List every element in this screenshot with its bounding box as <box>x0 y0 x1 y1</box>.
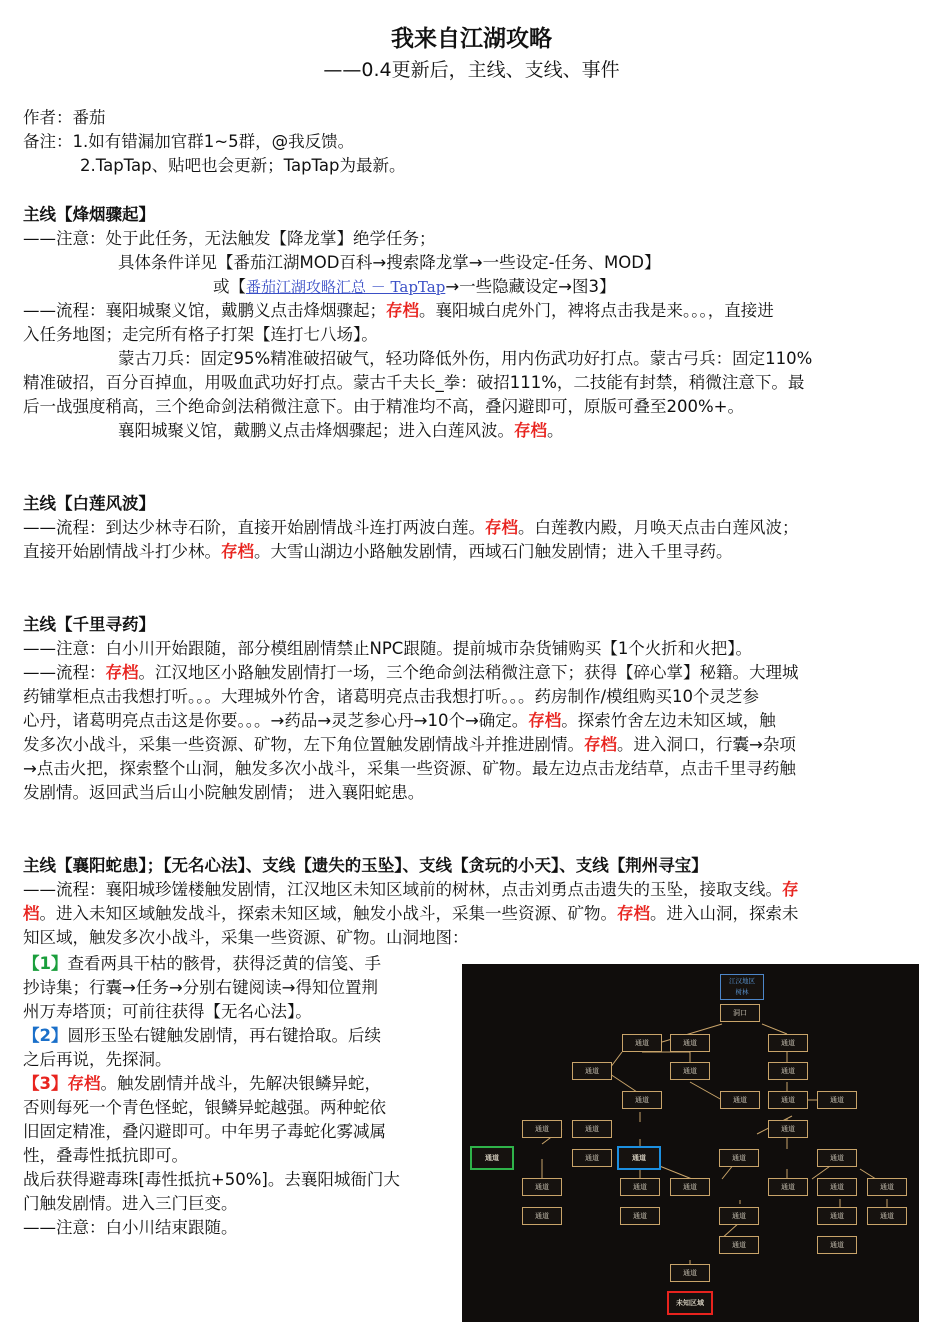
map-node: 通道 <box>719 1207 759 1225</box>
map-node: 通道 <box>719 1149 759 1167</box>
doc-title: 我来自江湖攻略 <box>391 26 552 52</box>
map-node: 通道 <box>817 1236 857 1254</box>
flow-line: →点击火把，探索整个山洞，触发多次小战斗，采集一些资源、矿物。最左边点击龙结草，点击千里寻药触 <box>23 759 796 778</box>
map-node: 通道 <box>867 1207 907 1225</box>
flow-text: ——流程：到达少林寺石阶，直接开始剧情战斗连打两波白莲。 <box>23 518 485 537</box>
flow-text: 。进入洞口，行囊→杂项 <box>617 735 796 754</box>
cave-text-line: 旧固定精准，叠闪避即可。中年男子毒蛇化雾减属 <box>23 1122 386 1141</box>
save-marker: 存档 <box>105 663 139 682</box>
section-heading: 主线【烽烟骤起】 <box>23 205 155 224</box>
cave-text: 查看两具干枯的骸骨，获得泛黄的信笺、手 <box>67 954 381 973</box>
save-marker: 存档 <box>617 904 650 923</box>
save-marker: 档 <box>23 904 40 923</box>
save-marker: 存档 <box>584 735 617 754</box>
cave-text-line: 州万寿塔顶；可前往获得【无名心法】。 <box>23 1002 312 1021</box>
flow-line <box>23 516 918 540</box>
author-line: 作者：番茄 <box>23 108 106 127</box>
paragraph-line: 蒙古刀兵：固定95%精准破招破气，轻功降低外伤，用内伤武功好打点。蒙古弓兵：固定110% <box>118 349 813 368</box>
save-marker: 存档 <box>514 421 547 440</box>
section-heading: 主线【白莲风波】 <box>23 494 155 513</box>
note-line-1 <box>23 130 918 154</box>
flow-line: 入任务地图；走完所有格子打架【连打七八场】。 <box>23 325 378 344</box>
flow-line: 药铺掌柜点击我想打听。。。大理城外竹舍，诸葛明亮点击我想打听。。。药房制作/模组购买10个灵芝参 <box>23 687 760 706</box>
flow-text: 直接开始剧情战斗打少林。 <box>23 542 221 561</box>
note-line: ——注意：处于此任务，无法触发【降龙掌】绝学任务； <box>23 229 436 248</box>
doc-subtitle: ——0.4更新后，主线、支线、事件 <box>323 59 620 81</box>
map-node: 通道 <box>572 1120 612 1138</box>
flow-text: ——流程：襄阳城聚义馆，戴鹏义点击烽烟骤起； <box>23 301 386 320</box>
flow-line <box>23 419 918 443</box>
map-node: 通道 <box>522 1178 562 1196</box>
map-node: 通道 <box>670 1062 710 1080</box>
paragraph-line: 后一战强度稍高，三个绝命剑法稍微注意下。由于精准均不高，叠闪避即可，原版可叠至200%+。 <box>23 397 744 416</box>
section-shehuan <box>23 854 918 950</box>
section-heading: 主线【千里寻药】 <box>23 615 155 634</box>
flow-line <box>23 661 918 685</box>
map-node: 通道 <box>817 1149 857 1167</box>
map-node-marker-2: 通道 <box>617 1146 661 1170</box>
map-node-unknown: 未知区域 <box>667 1291 713 1315</box>
flow-text: 。江汉地区小路触发剧情打一场，三个绝命剑法稍微注意下；获得【碎心掌】秘籍。大理城 <box>138 663 799 682</box>
flow-text: 。大雪山湖边小路触发剧情，西域石门触发剧情；进入千里寻药。 <box>254 542 733 561</box>
cave-text-line: 性，叠毒性抵抗即可。 <box>23 1146 188 1165</box>
map-node: 通道 <box>720 1091 760 1109</box>
map-node: 通道 <box>719 1236 759 1254</box>
cave-text-line: ——注意：白小川结束跟随。 <box>23 1218 238 1237</box>
map-node: 通道 <box>817 1178 857 1196</box>
note-line <box>23 275 918 299</box>
map-node: 通道 <box>768 1178 808 1196</box>
flow-text: 襄阳城聚义馆，戴鹏义点击烽烟骤起；进入白莲风波。 <box>118 421 514 440</box>
map-node: 通道 <box>817 1091 857 1109</box>
map-node: 通道 <box>670 1034 710 1052</box>
flow-text: 发多次小战斗，采集一些资源、矿物，左下角位置触发剧情战斗并推进剧情。 <box>23 735 584 754</box>
cave-text: 。触发剧情并战斗，先解决银鳞异蛇， <box>100 1074 381 1093</box>
map-node: 通道 <box>670 1178 710 1196</box>
cave-text-line: 否则每死一个青色怪蛇，银鳞异蛇越强。两种蛇依 <box>23 1098 386 1117</box>
map-node-top: 江汉地区 树林 <box>720 974 764 1000</box>
marker-3: 【3】 <box>23 1074 68 1093</box>
map-node: 通道 <box>620 1178 660 1196</box>
note-text: →一些隐藏设定→图3】 <box>445 277 616 296</box>
flow-text: 心丹，诸葛明亮点击这是你要。。。→药品→灵芝参心丹→10个→确定。 <box>23 711 529 730</box>
map-node: 通道 <box>572 1062 612 1080</box>
map-node: 通道 <box>522 1120 562 1138</box>
save-marker: 存 <box>782 880 799 899</box>
map-node: 通道 <box>768 1034 808 1052</box>
cave-text-line: 抄诗集；行囊→任务→分别右键阅读→得知位置荆 <box>23 978 378 997</box>
map-node: 通道 <box>572 1149 612 1167</box>
flow-text: 。 <box>547 421 564 440</box>
map-node-marker-1: 通道 <box>470 1146 514 1170</box>
flow-text: 。探索竹舍左边未知区域，触 <box>561 711 776 730</box>
flow-text: 。白莲教内殿，月唤天点击白莲风波； <box>518 518 799 537</box>
flow-line <box>23 902 918 926</box>
note-line: ——注意：白小川开始跟随，部分模组剧情禁止NPC跟随。提前城市杂货铺购买【1个火折和火把】。 <box>23 639 753 658</box>
flow-text: 。进入山洞，探索未 <box>650 904 799 923</box>
cave-note-3 <box>23 1072 448 1096</box>
flow-text: ——流程：襄阳城珍馐楼触发剧情，江汉地区未知区域前的树林，点击刘勇点击遗失的玉坠，接取支线。 <box>23 880 782 899</box>
note-text: 或【 <box>213 277 246 296</box>
flow-text: 。进入未知区域触发战斗，探索未知区域，触发小战斗，采集一些资源、矿物。 <box>39 904 617 923</box>
note-line-2: 2.TapTap、贴吧也会更新；TapTap为最新。 <box>80 156 406 175</box>
map-node: 通道 <box>622 1034 662 1052</box>
flow-line: 发剧情。返回武当后山小院触发剧情； 进入襄阳蛇患。 <box>23 783 425 802</box>
map-node: 通道 <box>768 1091 808 1109</box>
cave-notes <box>23 952 448 1240</box>
flow-text: 。襄阳城白虎外门，裨将点击我是来。。。，直接进 <box>419 301 774 320</box>
note-text-1: 1.如有错漏加官群1~5群，@我反馈。 <box>72 132 355 151</box>
flow-line <box>23 540 918 564</box>
save-marker: 存档 <box>485 518 518 537</box>
meta-block <box>23 106 918 178</box>
marker-2: 【2】 <box>23 1026 68 1045</box>
cave-text-line: 战后获得避毒珠[毒性抵抗+50%]。去襄阳城衙门大 <box>23 1170 400 1189</box>
taptap-link[interactable]: 番茄江湖攻略汇总 － TapTap <box>246 278 446 296</box>
map-node: 通道 <box>620 1207 660 1225</box>
section-fengyan <box>23 203 918 443</box>
flow-text: ——流程： <box>23 663 106 682</box>
cave-note-2 <box>23 1024 448 1048</box>
section-qianli <box>23 613 918 805</box>
paragraph-line: 精准破招，百分百掉血，用吸血武功好打点。蒙古千夫长_拳：破招111%，二技能有封禁，稍微注意下。最 <box>23 373 805 392</box>
map-node: 通道 <box>867 1178 907 1196</box>
note-line: 具体条件详见【番茄江湖MOD百科→搜索降龙掌→一些设定-任务、MOD】 <box>118 253 661 272</box>
map-node: 通道 <box>622 1091 662 1109</box>
cave-text: 圆形玉坠右键触发剧情，再右键拾取。后续 <box>67 1026 381 1045</box>
note-label: 备注： <box>23 132 73 151</box>
flow-line <box>23 709 918 733</box>
flow-line: 知区域，触发多次小战斗，采集一些资源、矿物。山洞地图： <box>23 928 469 947</box>
flow-line <box>23 878 918 902</box>
section-heading: 主线【襄阳蛇患】；【无名心法】、支线【遗失的玉坠】、支线【贪玩的小天】、支线【荆州寻宝】 <box>23 856 708 875</box>
map-node: 通道 <box>522 1207 562 1225</box>
flow-line <box>23 733 918 757</box>
map-node: 通道 <box>768 1120 808 1138</box>
marker-1: 【1】 <box>23 954 68 973</box>
map-node: 通道 <box>817 1207 857 1225</box>
save-marker: 存档 <box>221 542 254 561</box>
map-node: 通道 <box>670 1264 710 1282</box>
save-marker: 存档 <box>528 711 562 730</box>
cave-map <box>462 964 919 1322</box>
section-bailian <box>23 492 918 564</box>
flow-line <box>23 299 918 323</box>
cave-text-line: 门触发剧情。进入三门巨变。 <box>23 1194 238 1213</box>
cave-note-1 <box>23 952 448 976</box>
cave-text-line: 之后再说，先探洞。 <box>23 1050 172 1069</box>
save-marker: 存档 <box>67 1074 101 1093</box>
map-node: 通道 <box>768 1062 808 1080</box>
save-marker: 存档 <box>386 301 419 320</box>
map-node-cave: 洞口 <box>720 1004 760 1022</box>
